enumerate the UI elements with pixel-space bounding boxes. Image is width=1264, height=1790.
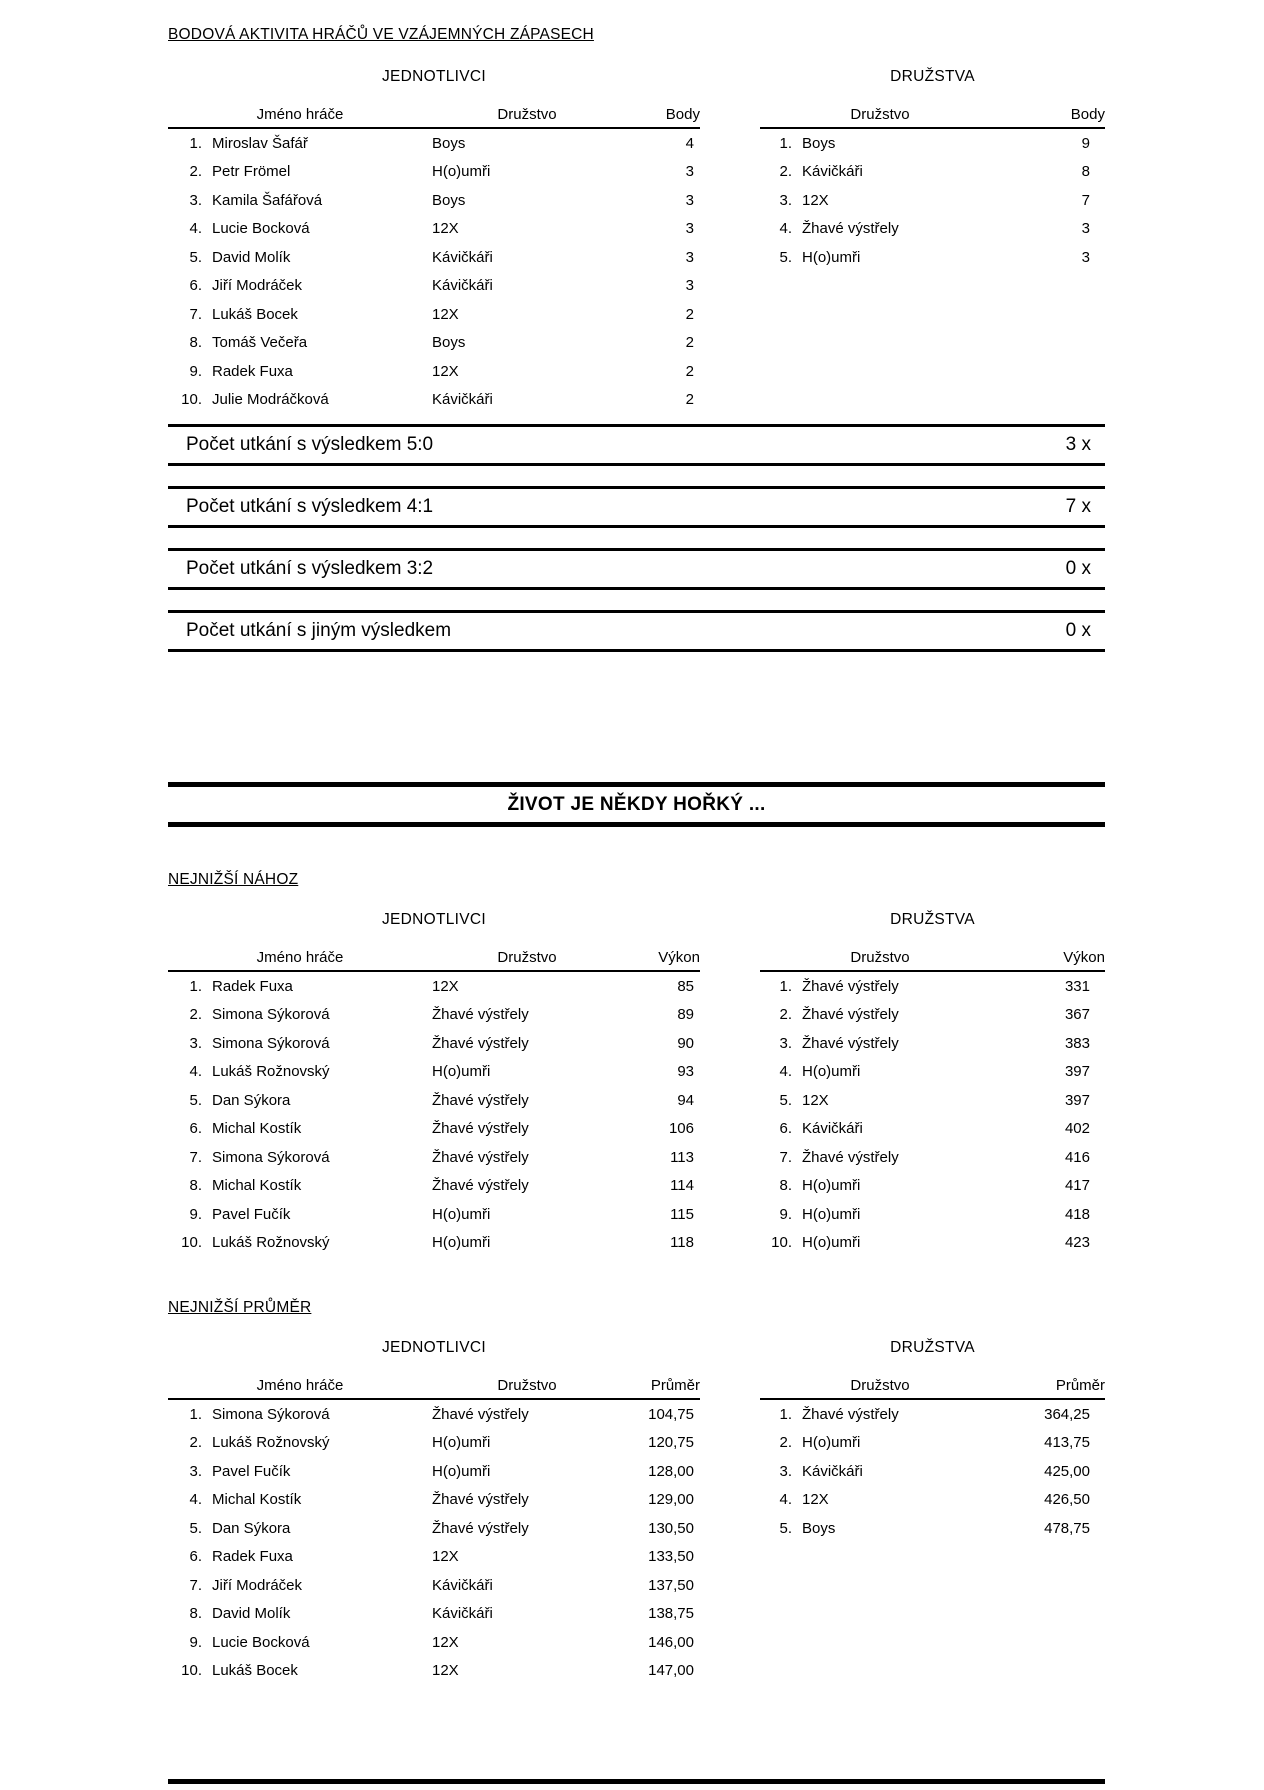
score-box-value: 0 x [1065,620,1091,641]
subsection-prumer-title: NEJNIŽŠÍ PRŮMĚR [168,1299,312,1316]
header-player-name: Jméno hráče [256,949,344,966]
cell-team: 12X [432,220,459,238]
table-row [168,1571,700,1600]
table-row [760,1514,1105,1543]
activity-teams-table [760,68,1105,272]
cell-value: 9 [1081,134,1090,152]
cell-team: H(o)umři [802,1234,861,1252]
header-points: Body [1070,106,1105,123]
cell-value: 113 [670,1148,694,1166]
cell-rank: 3. [189,1462,202,1480]
table-body [168,129,700,414]
table-row [168,1628,700,1657]
table-row [760,158,1105,187]
cell-rank: 3. [779,191,792,209]
cell-rank: 4. [779,1063,792,1081]
cell-value: 3 [685,248,694,266]
cell-rank: 2. [779,1434,792,1452]
table-row [168,972,700,1001]
table-body [760,1400,1105,1543]
cell-team: 12X [432,977,459,995]
cell-rank: 5. [779,1519,792,1537]
individuals-section-title: JEDNOTLIVCI [381,68,487,85]
table-header [168,1377,700,1400]
cell-name: Lucie Bocková [212,1633,310,1651]
cell-name: Julie Modráčková [212,391,329,409]
cell-value: 94 [677,1091,694,1109]
cell-value: 114 [670,1177,694,1195]
cell-team: H(o)umři [802,1205,861,1223]
cell-team: Žhavé výstřely [432,1091,529,1109]
header-points: Body [665,106,700,123]
cell-rank: 9. [779,1205,792,1223]
table-body [168,972,700,1257]
table-row [168,386,700,415]
table-row [168,1457,700,1486]
cell-rank: 4. [189,220,202,238]
prumer-teams-table [760,1339,1105,1543]
cell-team: Žhavé výstřely [432,1120,529,1138]
table-row [168,1086,700,1115]
cell-name: Simona Sýkorová [212,1034,330,1052]
cell-name: David Molík [212,248,291,266]
cell-rank: 6. [189,277,202,295]
table-row [168,1143,700,1172]
table-row [168,272,700,301]
table-row [760,1086,1105,1115]
cell-rank: 8. [189,334,202,352]
cell-value: 397 [1064,1091,1090,1109]
cell-rank: 2. [189,163,202,181]
cell-team: H(o)umři [802,1434,861,1452]
cell-value: 4 [685,134,694,152]
table-row [760,1229,1105,1258]
cell-rank: 4. [779,1491,792,1509]
table-header [168,106,700,129]
individuals-section-title: JEDNOTLIVCI [381,1339,487,1356]
cell-name: Petr Frömel [212,163,291,181]
header-team: Družstvo [497,106,557,123]
header-team: Družstvo [850,1377,910,1394]
cell-rank: 4. [189,1491,202,1509]
header-player-name: Jméno hráče [256,1377,344,1394]
cell-value: 402 [1064,1120,1090,1138]
cell-value: 133,50 [648,1548,694,1566]
cell-value: 478,75 [1044,1519,1090,1537]
table-row [760,1200,1105,1229]
cell-name: Pavel Fučík [212,1205,291,1223]
table-row [760,1058,1105,1087]
teams-section-title: DRUŽSTVA [890,1339,975,1356]
cell-name: Lukáš Bocek [212,305,298,323]
cell-name: Simona Sýkorová [212,1148,330,1166]
cell-value: 397 [1064,1063,1090,1081]
cell-value: 137,50 [648,1576,694,1594]
cell-team: 12X [802,191,829,209]
cell-team: H(o)umři [802,1063,861,1081]
table-row [168,1229,700,1258]
cell-rank: 2. [779,163,792,181]
cell-value: 3 [1081,220,1090,238]
cell-team: Kávičkáři [802,1462,863,1480]
table-row [760,129,1105,158]
cell-value: 138,75 [648,1605,694,1623]
cell-rank: 1. [779,134,792,152]
cell-team: 12X [432,1633,459,1651]
cell-team: H(o)umři [802,1177,861,1195]
table-row [168,1429,700,1458]
cell-team: Žhavé výstřely [802,1405,899,1423]
cell-name: Dan Sýkora [212,1519,291,1537]
header-performance: Výkon [658,949,700,966]
cell-value: 364,25 [1044,1405,1090,1423]
cell-rank: 5. [189,248,202,266]
score-box-label: Počet utkání s výsledkem 3:2 [186,558,434,579]
cell-rank: 2. [189,1006,202,1024]
cell-name: Lukáš Rožnovský [212,1434,330,1452]
cell-name: Simona Sýkorová [212,1006,330,1024]
cell-value: 106 [668,1120,694,1138]
cell-value: 423 [1064,1234,1090,1252]
cell-rank: 2. [189,1434,202,1452]
score-box-label: Počet utkání s jiným výsledkem [186,620,452,641]
table-row [760,186,1105,215]
cell-team: Boys [802,134,836,152]
table-body [760,972,1105,1257]
cell-team: 12X [432,305,459,323]
cell-name: Jiří Modráček [212,1576,303,1594]
cell-name: Lukáš Bocek [212,1662,298,1680]
table-row [168,129,700,158]
cell-team: Kávičkáři [432,248,493,266]
cell-value: 90 [677,1034,694,1052]
cell-rank: 3. [189,1034,202,1052]
cell-value: 7 [1081,191,1090,209]
cell-value: 417 [1064,1177,1090,1195]
table-header [760,1377,1105,1400]
cell-team: Žhavé výstřely [432,1405,529,1423]
table-row [760,1486,1105,1515]
table-row [760,215,1105,244]
cell-value: 3 [685,163,694,181]
cell-team: 12X [802,1491,829,1509]
cell-name: Radek Fuxa [212,977,293,995]
cell-name: Radek Fuxa [212,1548,293,1566]
cell-rank: 8. [189,1177,202,1195]
table-row [760,1115,1105,1144]
cell-team: Žhavé výstřely [432,1006,529,1024]
teams-section-title: DRUŽSTVA [890,911,975,928]
cell-rank: 1. [779,977,792,995]
cell-rank: 9. [189,1205,202,1223]
table-row [760,1143,1105,1172]
score-box-value: 3 x [1065,434,1091,455]
header-average: Průměr [1055,1377,1105,1394]
cell-rank: 10. [771,1234,792,1252]
table-header [760,106,1105,129]
cell-value: 413,75 [1044,1434,1090,1452]
cell-value: 3 [685,277,694,295]
table-row [168,1200,700,1229]
header-team: Družstvo [497,949,557,966]
cell-rank: 9. [189,362,202,380]
header-team: Družstvo [497,1377,557,1394]
table-row [760,1457,1105,1486]
cell-team: Žhavé výstřely [432,1177,529,1195]
cell-name: Michal Kostík [212,1120,302,1138]
cell-value: 425,00 [1044,1462,1090,1480]
cell-team: 12X [432,362,459,380]
nahoz-individuals-table [168,911,700,1257]
cell-rank: 6. [189,1120,202,1138]
table-header [760,949,1105,972]
score-box-5-0 [168,424,1105,466]
cell-team: H(o)umři [432,163,491,181]
cell-rank: 1. [779,1405,792,1423]
activity-individuals-table [168,68,700,414]
table-row [760,972,1105,1001]
bottom-rule [168,1779,1105,1784]
table-body [760,129,1105,272]
cell-team: Žhavé výstřely [802,1148,899,1166]
cell-rank: 5. [189,1091,202,1109]
cell-rank: 5. [779,1091,792,1109]
cell-name: Radek Fuxa [212,362,293,380]
table-row [168,186,700,215]
cell-value: 418 [1064,1205,1090,1223]
table-row [168,1001,700,1030]
subsection-nahoz-title: NEJNIŽŠÍ NÁHOZ [168,871,299,888]
table-row [760,1400,1105,1429]
cell-name: Dan Sýkora [212,1091,291,1109]
header-team: Družstvo [850,949,910,966]
cell-team: Kávičkáři [432,391,493,409]
table-row [168,215,700,244]
cell-team: 12X [432,1548,459,1566]
table-row [168,1029,700,1058]
cell-team: Kávičkáři [802,1120,863,1138]
cell-rank: 6. [779,1120,792,1138]
table-row [168,1172,700,1201]
cell-rank: 8. [189,1605,202,1623]
table-body [168,1400,700,1685]
cell-name: Tomáš Večeřa [212,334,308,352]
header-player-name: Jméno hráče [256,106,344,123]
cell-name: David Molík [212,1605,291,1623]
score-box-label: Počet utkání s výsledkem 5:0 [186,434,434,455]
page-title: BODOVÁ AKTIVITA HRÁČŮ VE VZÁJEMNÝCH ZÁPASECH [168,26,594,43]
nahoz-tables-row [168,911,1105,1257]
table-row [760,1001,1105,1030]
cell-team: H(o)umři [432,1434,491,1452]
cell-rank: 5. [189,1519,202,1537]
cell-value: 2 [685,362,694,380]
cell-value: 130,50 [648,1519,694,1537]
table-row [168,300,700,329]
cell-rank: 7. [189,1576,202,1594]
score-box-other [168,610,1105,652]
banner-heading: ŽIVOT JE NĚKDY HOŘKÝ ... [168,782,1105,827]
cell-rank: 7. [189,305,202,323]
table-row [168,1400,700,1429]
cell-team: H(o)umři [432,1462,491,1480]
table-row [168,1657,700,1686]
cell-rank: 2. [779,1006,792,1024]
cell-team: Žhavé výstřely [432,1519,529,1537]
cell-team: 12X [432,1662,459,1680]
header-team: Družstvo [850,106,910,123]
cell-value: 383 [1064,1034,1090,1052]
cell-value: 3 [685,220,694,238]
cell-name: Lucie Bocková [212,220,310,238]
cell-team: Žhavé výstřely [802,1034,899,1052]
table-row [168,357,700,386]
score-box-value: 7 x [1065,496,1091,517]
table-row [168,158,700,187]
cell-value: 104,75 [648,1405,694,1423]
cell-rank: 9. [189,1633,202,1651]
teams-section-title: DRUŽSTVA [890,68,975,85]
table-row [168,243,700,272]
cell-value: 2 [685,391,694,409]
cell-value: 93 [677,1063,694,1081]
cell-team: Kávičkáři [432,1576,493,1594]
cell-value: 129,00 [648,1491,694,1509]
cell-team: Boys [432,191,466,209]
cell-team: H(o)umři [802,248,861,266]
cell-value: 3 [1081,248,1090,266]
header-performance: Výkon [1063,949,1105,966]
cell-rank: 4. [779,220,792,238]
nahoz-teams-table [760,911,1105,1257]
cell-value: 367 [1064,1006,1090,1024]
score-box-4-1 [168,486,1105,528]
cell-value: 118 [670,1234,694,1252]
cell-rank: 10. [181,391,202,409]
cell-team: Boys [432,134,466,152]
score-box-value: 0 x [1065,558,1091,579]
score-box-label: Počet utkání s výsledkem 4:1 [186,496,434,517]
cell-rank: 7. [779,1148,792,1166]
cell-value: 85 [677,977,694,995]
cell-name: Jiří Modráček [212,277,303,295]
table-row [168,329,700,358]
cell-rank: 3. [189,191,202,209]
cell-name: Simona Sýkorová [212,1405,330,1423]
cell-value: 3 [685,191,694,209]
cell-team: H(o)umři [432,1063,491,1081]
cell-name: Kamila Šafářová [212,191,323,209]
cell-value: 115 [670,1205,694,1223]
table-row [760,1172,1105,1201]
cell-value: 8 [1081,163,1090,181]
cell-rank: 6. [189,1548,202,1566]
prumer-tables-row [168,1339,1105,1685]
header-average: Průměr [650,1377,700,1394]
cell-team: H(o)umři [432,1234,491,1252]
prumer-individuals-table [168,1339,700,1685]
table-row [760,1029,1105,1058]
cell-value: 128,00 [648,1462,694,1480]
cell-team: Kávičkáři [802,163,863,181]
cell-value: 147,00 [648,1662,694,1680]
cell-name: Lukáš Rožnovský [212,1234,330,1252]
cell-team: Žhavé výstřely [802,220,899,238]
cell-rank: 8. [779,1177,792,1195]
table-row [168,1514,700,1543]
cell-rank: 1. [189,1405,202,1423]
cell-rank: 3. [779,1462,792,1480]
table-row [168,1486,700,1515]
cell-value: 416 [1064,1148,1090,1166]
cell-value: 331 [1064,977,1090,995]
cell-team: Žhavé výstřely [802,1006,899,1024]
cell-name: Miroslav Šafář [212,134,308,152]
activity-tables-row [168,68,1105,414]
cell-team: Kávičkáři [432,1605,493,1623]
cell-value: 2 [685,334,694,352]
cell-name: Michal Kostík [212,1491,302,1509]
table-row [168,1543,700,1572]
cell-rank: 10. [181,1662,202,1680]
cell-team: Žhavé výstřely [802,977,899,995]
cell-name: Lukáš Rožnovský [212,1063,330,1081]
cell-team: Boys [432,334,466,352]
table-row [760,1429,1105,1458]
cell-value: 120,75 [648,1434,694,1452]
cell-rank: 1. [189,977,202,995]
cell-team: Žhavé výstřely [432,1034,529,1052]
individuals-section-title: JEDNOTLIVCI [381,911,487,928]
table-row [168,1058,700,1087]
cell-team: Žhavé výstřely [432,1148,529,1166]
table-header [168,949,700,972]
cell-value: 426,50 [1044,1491,1090,1509]
table-row [168,1115,700,1144]
cell-value: 2 [685,305,694,323]
document-page [168,0,1105,1784]
cell-rank: 5. [779,248,792,266]
cell-team: Žhavé výstřely [432,1491,529,1509]
cell-rank: 10. [181,1234,202,1252]
cell-value: 89 [677,1006,694,1024]
cell-value: 146,00 [648,1633,694,1651]
score-box-3-2 [168,548,1105,590]
cell-rank: 1. [189,134,202,152]
cell-name: Michal Kostík [212,1177,302,1195]
cell-rank: 7. [189,1148,202,1166]
cell-team: 12X [802,1091,829,1109]
table-row [168,1600,700,1629]
cell-team: H(o)umři [432,1205,491,1223]
table-row [760,243,1105,272]
score-count-boxes [168,424,1105,652]
cell-team: Boys [802,1519,836,1537]
cell-rank: 4. [189,1063,202,1081]
cell-team: Kávičkáři [432,277,493,295]
cell-name: Pavel Fučík [212,1462,291,1480]
cell-rank: 3. [779,1034,792,1052]
